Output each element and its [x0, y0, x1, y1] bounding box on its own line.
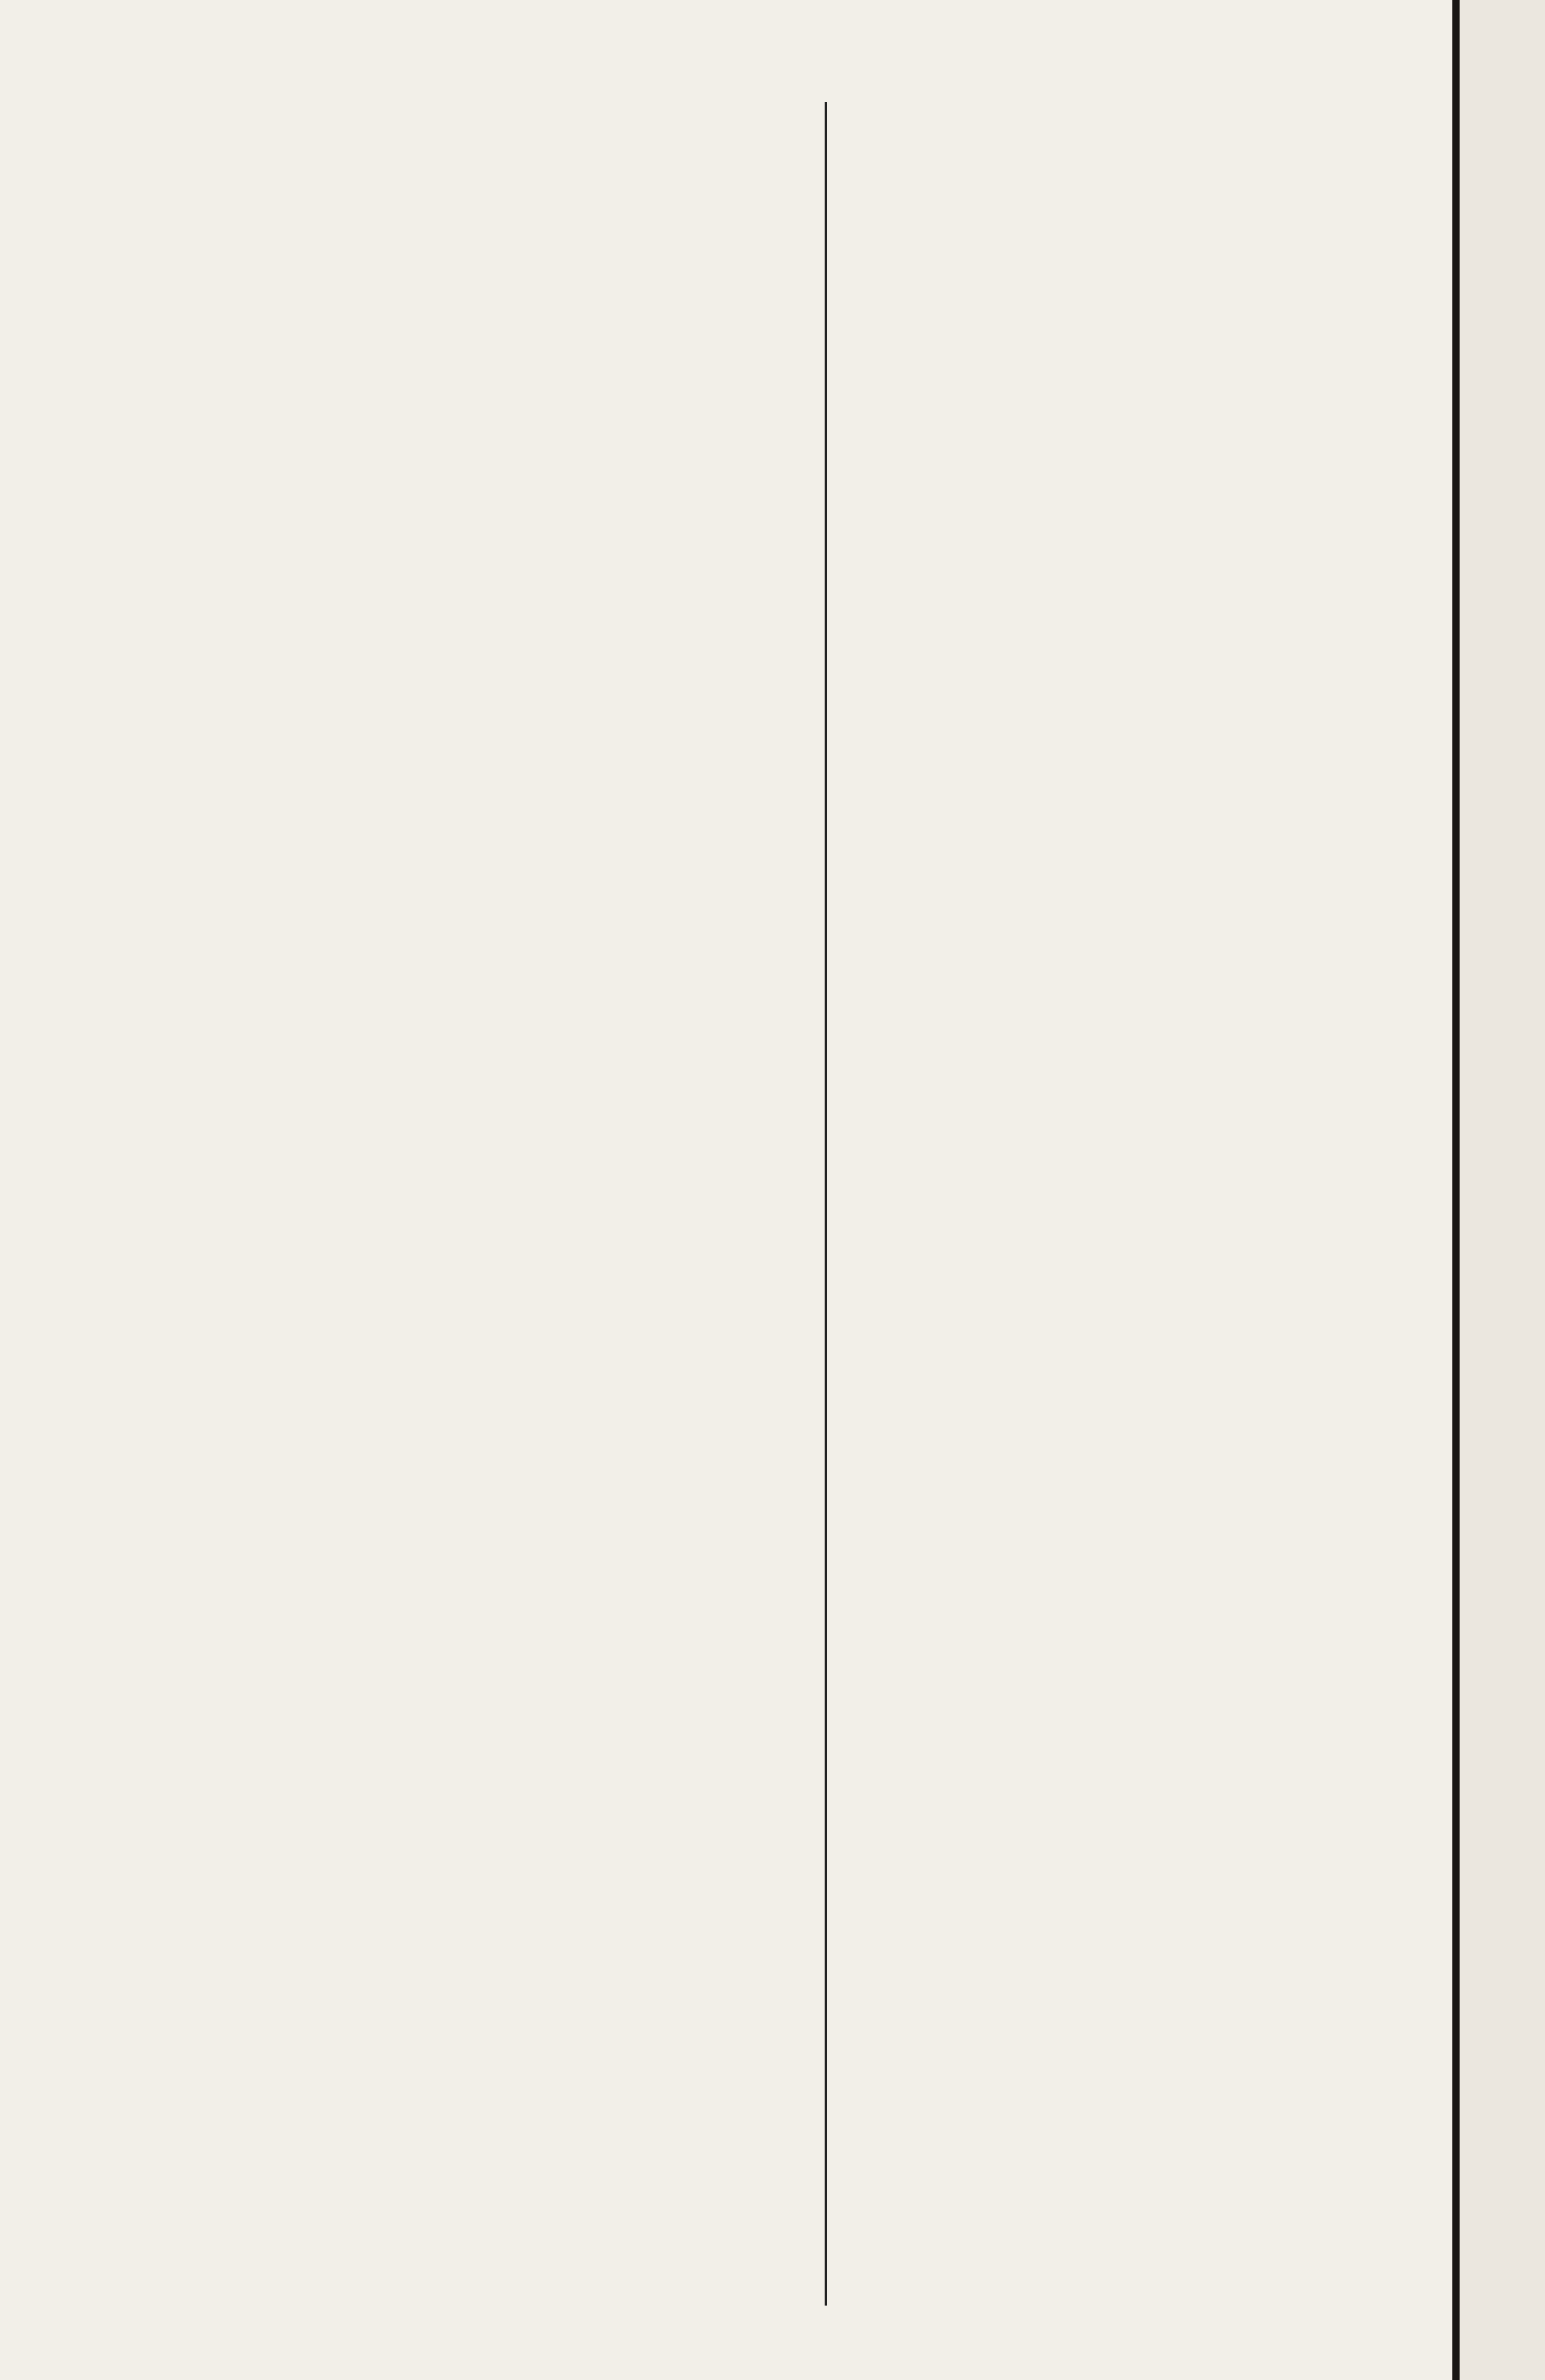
adjacent-page-fragment [1460, 0, 1545, 2380]
page-header [86, 31, 1436, 82]
column-divider [825, 102, 827, 2306]
